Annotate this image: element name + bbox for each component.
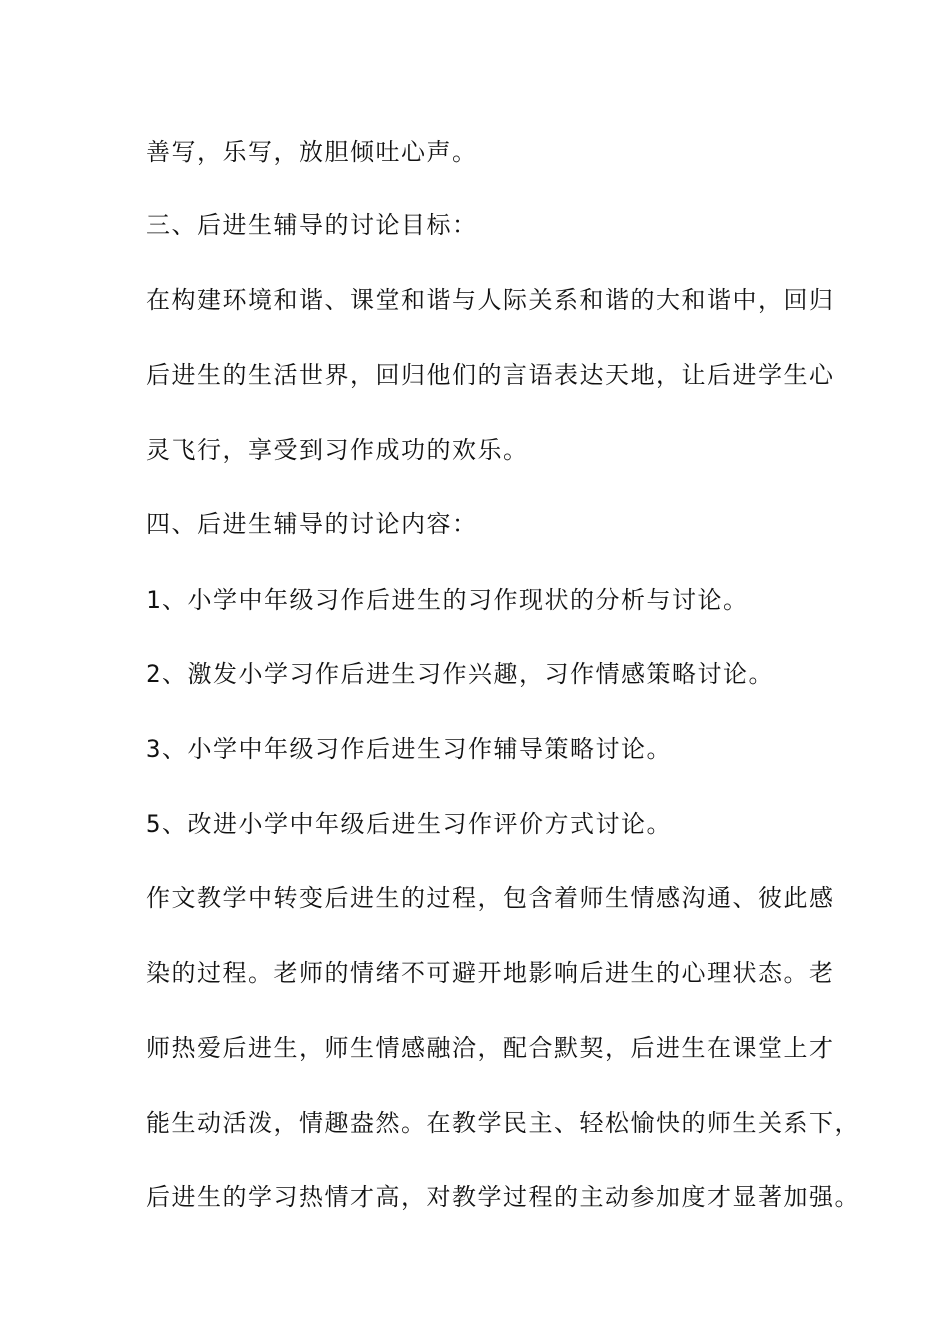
list-item-2: 2、激发小学习作后进生习作兴趣，习作情感策略讨论。 (146, 660, 774, 688)
text-line-14: 能生动活泼，情趣盎然。在教学民主、轻松愉快的师生关系下， (146, 1109, 860, 1137)
text-line-15: 后进生的学习热情才高，对教学过程的主动参加度才显著加强。 (146, 1183, 860, 1211)
text-line-3: 在构建环境和谐、课堂和谐与人际关系和谐的大和谐中，回归 (146, 286, 835, 314)
text-line-13: 师热爱后进生，师生情感融洽，配合默契，后进生在课堂上才 (146, 1034, 835, 1062)
list-item-3: 3、小学中年级习作后进生习作辅导策略讨论。 (146, 735, 672, 763)
list-item-1: 1、小学中年级习作后进生的习作现状的分析与讨论。 (146, 586, 749, 614)
text-line-11: 作文教学中转变后进生的过程，包含着师生情感沟通、彼此感 (146, 884, 835, 912)
text-line-5: 灵飞行，享受到习作成功的欢乐。 (146, 436, 529, 464)
section-heading-content: 四、后进生辅导的讨论内容： (146, 510, 478, 538)
text-line-1: 善写，乐写，放胆倾吐心声。 (146, 138, 478, 166)
section-heading-goals: 三、后进生辅导的讨论目标： (146, 211, 478, 239)
text-line-4: 后进生的生活世界，回归他们的言语表达天地，让后进学生心 (146, 361, 835, 389)
list-item-5: 5、改进小学中年级后进生习作评价方式讨论。 (146, 810, 672, 838)
text-line-12: 染的过程。老师的情绪不可避开地影响后进生的心理状态。老 (146, 959, 835, 987)
